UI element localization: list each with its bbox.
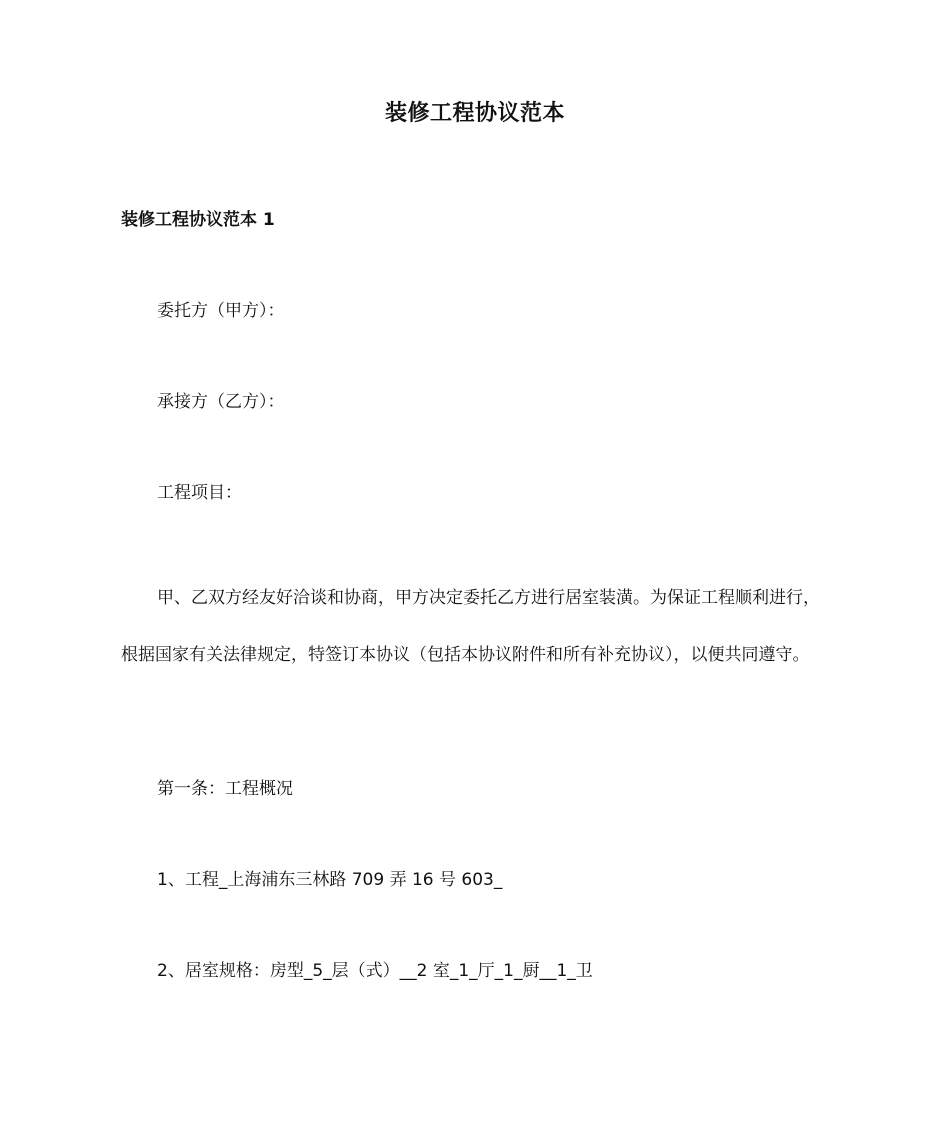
contractor-party-line: 承接方（乙方）： [157, 392, 285, 412]
document-title: 装修工程协议范本 [384, 101, 565, 126]
intro-paragraph: 甲、乙双方经友好洽谈和协商，甲方决定委托乙方进行居室装潢。为保证工程顺利进行，根据国家有关法律规定，特签订本协议（包括本协议附件和所有补充协议），以便共同遵守。 [121, 588, 820, 665]
item-2-room-spec-line: 2、居室规格：房型_5_层（式）__2 室_1_厅_1_厨__1_卫 [157, 961, 593, 981]
client-party-line: 委托方（甲方）： [157, 301, 285, 321]
article-1-heading: 第一条：工程概况 [157, 779, 293, 799]
item-1-address-line: 1、工程_上海浦东三林路 709 弄 16 号 603_ [157, 870, 503, 890]
project-line: 工程项目： [157, 483, 242, 503]
section-heading: 装修工程协议范本 1 [121, 210, 275, 230]
